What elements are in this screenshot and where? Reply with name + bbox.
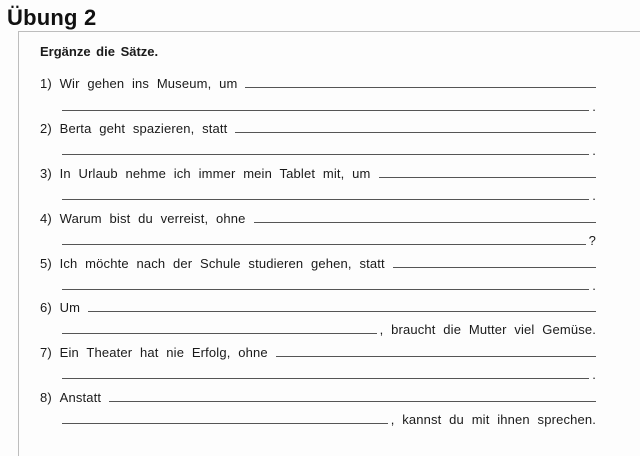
item-8-blank-2[interactable] xyxy=(62,423,388,424)
frame-border-top xyxy=(18,31,640,32)
item-7-number: 7) xyxy=(40,345,52,360)
item-5-blank-1[interactable] xyxy=(393,267,596,268)
item-4-number: 4) xyxy=(40,211,52,226)
exercise-item-4-line-1 xyxy=(40,209,596,227)
item-7-blank-2[interactable] xyxy=(62,378,589,379)
exercise-item-6-line-1 xyxy=(40,298,596,316)
exercise-item-3-line-1 xyxy=(40,164,596,182)
item-8-text: Anstatt xyxy=(59,390,102,405)
exercise-item-7-line-1 xyxy=(40,343,596,361)
item-3-text: In Urlaub nehme ich immer mein Tablet mit, um xyxy=(59,166,371,181)
instruction-text: Ergänze die Sätze. xyxy=(40,44,159,59)
item-2-text: Berta geht spazieren, statt xyxy=(59,121,228,136)
item-5-end: . xyxy=(592,278,596,293)
item-7-text: Ein Theater hat nie Erfolg, ohne xyxy=(59,345,268,360)
item-5-text: Ich möchte nach der Schule studieren gehen, statt xyxy=(59,256,385,271)
item-6-text: Um xyxy=(59,300,81,315)
exercise-item-1-line-2 xyxy=(40,97,596,115)
item-1-end: . xyxy=(592,99,596,114)
item-5-number: 5) xyxy=(40,256,52,271)
item-8-end: , kannst du mit ihnen sprechen. xyxy=(390,412,596,427)
item-3-blank-2[interactable] xyxy=(62,199,589,200)
exercise-item-4-line-2 xyxy=(40,231,596,249)
item-8-number: 8) xyxy=(40,390,52,405)
item-7-end: . xyxy=(592,367,596,382)
exercise-item-8-line-1 xyxy=(40,388,596,406)
item-4-blank-1[interactable] xyxy=(254,222,596,223)
item-6-blank-2[interactable] xyxy=(62,333,377,334)
exercise-item-8-line-2 xyxy=(40,410,596,428)
exercise-item-2-line-1 xyxy=(40,119,596,137)
item-2-end: . xyxy=(592,143,596,158)
item-4-end: ? xyxy=(588,233,596,248)
frame-border-left xyxy=(18,31,19,456)
exercise-item-3-line-2 xyxy=(40,186,596,204)
item-3-number: 3) xyxy=(40,166,52,181)
item-8-blank-1[interactable] xyxy=(109,401,596,402)
exercise-item-2-line-2 xyxy=(40,141,596,159)
item-2-blank-1[interactable] xyxy=(235,132,596,133)
item-2-number: 2) xyxy=(40,121,52,136)
item-7-blank-1[interactable] xyxy=(276,356,596,357)
exercise-item-1-line-1 xyxy=(40,74,596,92)
item-5-blank-2[interactable] xyxy=(62,289,589,290)
exercise-title: Übung 2 xyxy=(7,5,97,30)
exercise-item-6-line-2 xyxy=(40,320,596,338)
item-1-blank-1[interactable] xyxy=(245,87,596,88)
exercise-item-5-line-1 xyxy=(40,254,596,272)
item-1-blank-2[interactable] xyxy=(62,110,589,111)
exercise-item-7-line-2 xyxy=(40,365,596,383)
item-1-text: Wir gehen ins Museum, um xyxy=(59,76,238,91)
item-6-blank-1[interactable] xyxy=(88,311,596,312)
exercise-item-5-line-2 xyxy=(40,276,596,294)
item-4-text: Warum bist du verreist, ohne xyxy=(59,211,246,226)
item-3-end: . xyxy=(592,188,596,203)
item-6-end: , braucht die Mutter viel Gemüse. xyxy=(379,322,596,337)
item-3-blank-1[interactable] xyxy=(379,177,596,178)
item-1-number: 1) xyxy=(40,76,52,91)
item-2-blank-2[interactable] xyxy=(62,154,589,155)
item-4-blank-2[interactable] xyxy=(62,244,586,245)
item-6-number: 6) xyxy=(40,300,52,315)
